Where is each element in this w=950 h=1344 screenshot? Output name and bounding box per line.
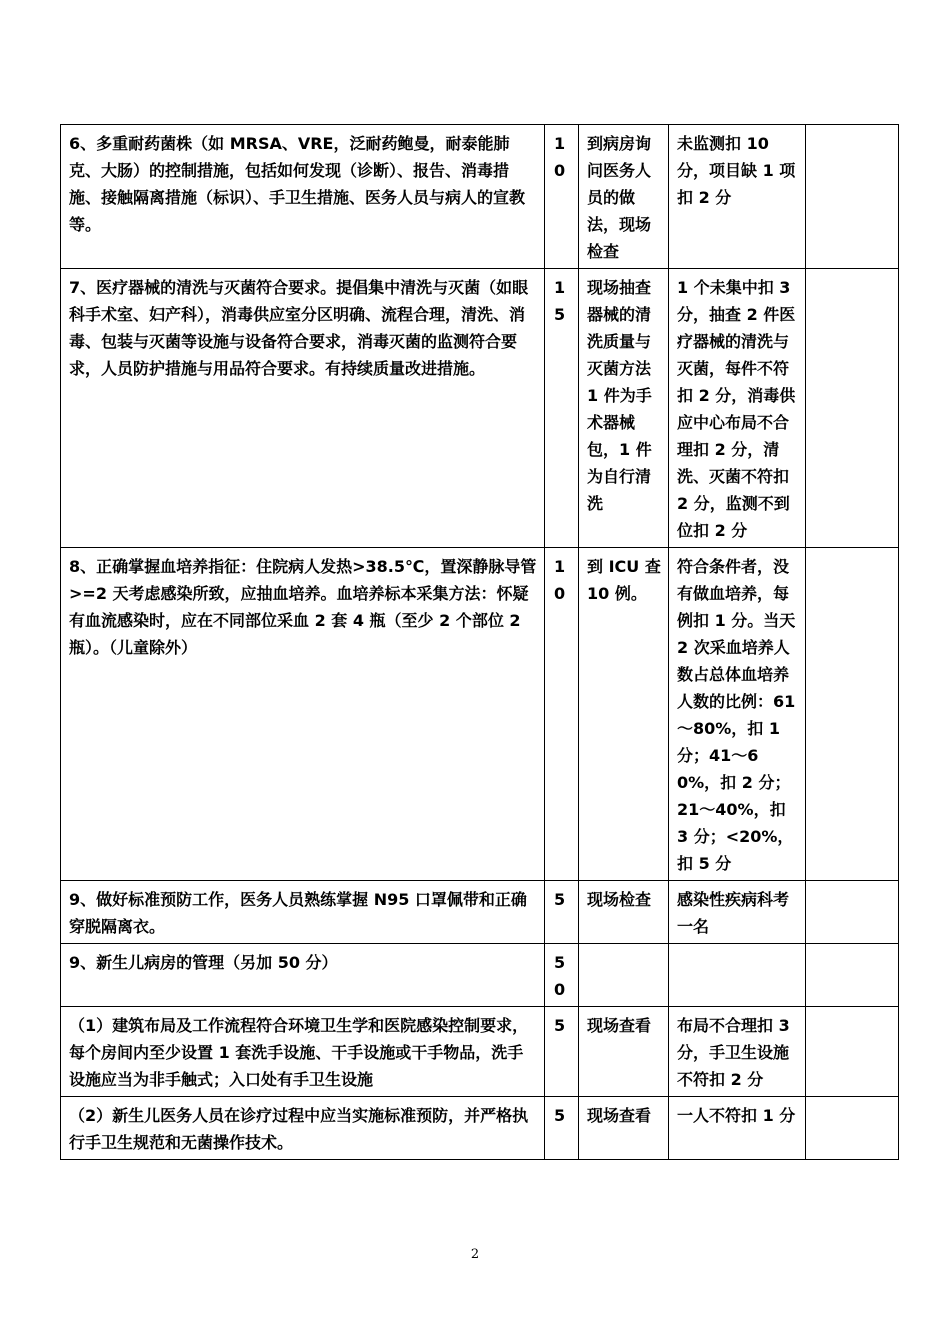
inspection-method-cell: 现场查看 [579, 1007, 669, 1097]
remarks-cell [806, 125, 899, 269]
criteria-content-cell: 9、做好标准预防工作，医务人员熟练掌握 N95 口罩佩带和正确穿脱隔离衣。 [61, 881, 545, 944]
remarks-cell [806, 881, 899, 944]
score-cell: 5 [545, 1007, 579, 1097]
criteria-content-cell: 9、新生儿病房的管理（另加 50 分） [61, 944, 545, 1007]
criteria-content-cell: 7、医疗器械的清洗与灭菌符合要求。提倡集中清洗与灭菌（如眼科手术室、妇产科），消毒供应室分区明确、流程合理，清洗、消毒、包装与灭菌等设施与设备符合要求，消毒灭菌的监测符合要求，人员防护措施与用品符合要求。有持续质量改进措施。 [61, 269, 545, 548]
criteria-content-cell: 6、多重耐药菌株（如 MRSA、VRE，泛耐药鲍曼，耐泰能肺克、大肠）的控制措施，包括如何发现（诊断）、报告、消毒措施、接触隔离措施（标识）、手卫生措施、医务人员与病人的宣教等。 [61, 125, 545, 269]
inspection-method-cell: 现场检查 [579, 881, 669, 944]
inspection-method-cell: 到 ICU 查 10 例。 [579, 548, 669, 881]
deduction-rule-cell: 布局不合理扣 3 分，手卫生设施不符扣 2 分 [669, 1007, 806, 1097]
inspection-method-cell: 现场查看 [579, 1097, 669, 1160]
inspection-criteria-table [60, 124, 899, 1160]
remarks-cell [806, 269, 899, 548]
remarks-cell [806, 1007, 899, 1097]
section-header-row [61, 944, 899, 1007]
table-row [61, 269, 899, 548]
score-cell: 5 [545, 1097, 579, 1160]
score-cell: 10 [545, 125, 579, 269]
table-row [61, 881, 899, 944]
score-cell: 50 [545, 944, 579, 1007]
table-row [61, 548, 899, 881]
table-row [61, 1097, 899, 1160]
score-cell: 15 [545, 269, 579, 548]
deduction-rule-cell: 1 个未集中扣 3 分，抽查 2 件医疗器械的清洗与灭菌，每件不符扣 2 分，消毒供应中心布局不合理扣 2 分，清洗、灭菌不符扣 2 分，监测不到位扣 2 分 [669, 269, 806, 548]
remarks-cell [806, 548, 899, 881]
deduction-rule-cell: 一人不符扣 1 分 [669, 1097, 806, 1160]
inspection-method-cell: 现场抽查器械的清洗质量与灭菌方法 1 件为手术器械包，1 件为自行清洗 [579, 269, 669, 548]
deduction-rule-cell: 未监测扣 10 分，项目缺 1 项扣 2 分 [669, 125, 806, 269]
deduction-rule-cell [669, 944, 806, 1007]
table-row [61, 125, 899, 269]
remarks-cell [806, 944, 899, 1007]
criteria-content-cell: （2）新生儿医务人员在诊疗过程中应当实施标准预防，并严格执行手卫生规范和无菌操作技术。 [61, 1097, 545, 1160]
inspection-method-cell: 到病房询问医务人员的做法，现场检查 [579, 125, 669, 269]
criteria-content-cell: 8、正确掌握血培养指征：住院病人发热>38.5℃，置深静脉导管>=2 天考虑感染所致，应抽血培养。血培养标本采集方法：怀疑有血流感染时，应在不同部位采血 2 套 4 瓶（至少 2 个部位 2 瓶）。（儿童除外） [61, 548, 545, 881]
score-cell: 10 [545, 548, 579, 881]
score-cell: 5 [545, 881, 579, 944]
table-row [61, 1007, 899, 1097]
criteria-content-cell: （1）建筑布局及工作流程符合环境卫生学和医院感染控制要求，每个房间内至少设置 1 套洗手设施、干手设施或干手物品，洗手设施应当为非手触式；入口处有手卫生设施 [61, 1007, 545, 1097]
deduction-rule-cell: 感染性疾病科考一名 [669, 881, 806, 944]
deduction-rule-cell: 符合条件者，没有做血培养，每例扣 1 分。当天 2 次采血培养人数占总体血培养人数的比例：61～80%，扣 1 分；41～60%，扣 2 分；21～40%，扣 3 分；<20%，扣 5 分 [669, 548, 806, 881]
inspection-method-cell [579, 944, 669, 1007]
page-number: 2 [470, 1247, 480, 1262]
remarks-cell [806, 1097, 899, 1160]
